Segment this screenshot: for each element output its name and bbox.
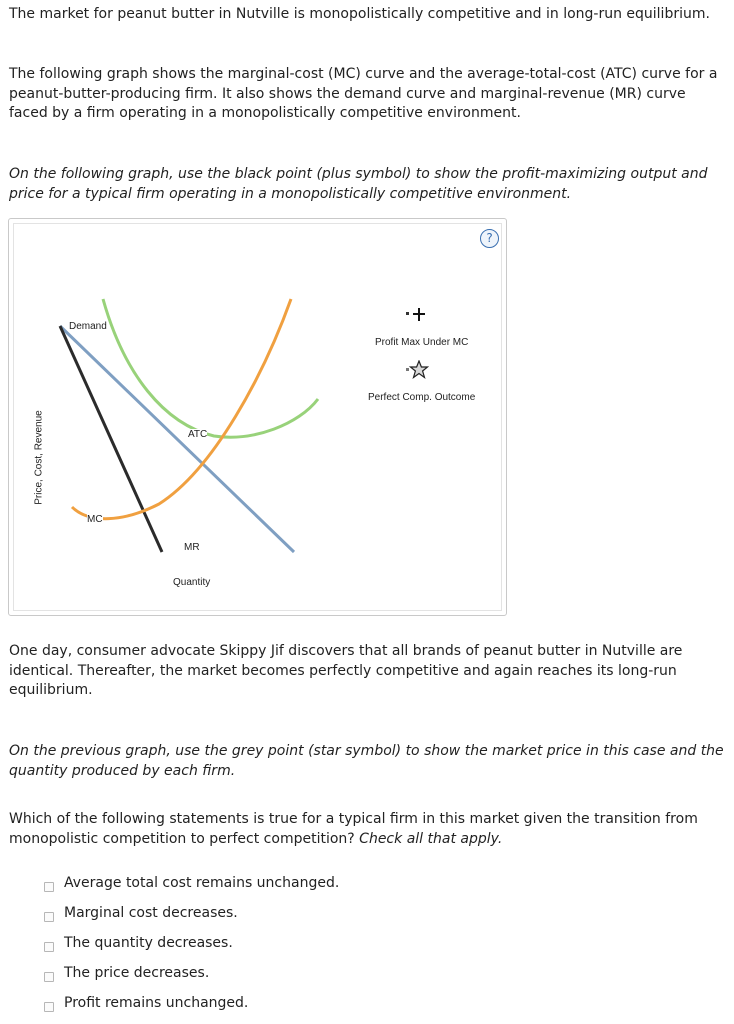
option-marginal-cost[interactable] [44, 898, 339, 928]
checkbox[interactable] [44, 942, 54, 952]
graph-area[interactable] [13, 223, 502, 611]
atc-label: ATC [188, 429, 208, 440]
option-label: The price decreases. [64, 965, 210, 981]
question-text: Which of the following statements is true for a typical firm in this market given the transition from monopolistic competition to perfect competition? [9, 811, 698, 847]
intro-paragraph-2: The following graph shows the marginal-cost (MC) curve and the average-total-cost (ATC) curve for a peanut-butter-producing firm. It also shows the demand curve and marginal-revenue (MR) curve faced by a firm operating in a monopolistically competitive environment. [9, 66, 718, 121]
checkbox[interactable] [44, 912, 54, 922]
option-label: Marginal cost decreases. [64, 905, 238, 921]
perfect-comp-star-tool[interactable] [405, 360, 429, 380]
mr-label: MR [184, 542, 200, 553]
option-label: The quantity decreases. [64, 935, 233, 951]
option-profit[interactable] [44, 988, 339, 1018]
instruction-paragraph: On the following graph, use the black point (plus symbol) to show the profit-maximizing output and price for a typical firm operating in a monopolistically competitive environment. [9, 166, 708, 202]
profit-max-tool-label: Profit Max Under MC [375, 337, 469, 348]
option-price[interactable] [44, 958, 339, 988]
profit-max-plus-tool[interactable] [405, 306, 429, 324]
graph-canvas[interactable] [14, 224, 501, 610]
perfect-comp-tool-label: Perfect Comp. Outcome [368, 392, 476, 403]
checkbox[interactable] [44, 1002, 54, 1012]
atc-curve [103, 299, 318, 437]
answer-options [44, 868, 339, 1018]
checkbox[interactable] [44, 882, 54, 892]
intro-paragraph-1: The market for peanut butter in Nutville is monopolistically competitive and in long-run equilibrium. [9, 6, 710, 22]
star-icon [405, 360, 429, 380]
x-axis-label: Quantity [173, 577, 211, 588]
plus-icon [405, 306, 429, 324]
option-label: Average total cost remains unchanged. [64, 875, 340, 891]
scenario-paragraph: One day, consumer advocate Skippy Jif discovers that all brands of peanut butter in Nutville are identical. Thereafter, the market becomes perfectly competitive and again reaches its long-run equilibrium. [9, 643, 683, 698]
option-average-total-cost[interactable] [44, 868, 339, 898]
y-axis-label: Price, Cost, Revenue [33, 410, 45, 505]
option-label: Profit remains unchanged. [64, 995, 249, 1011]
demand-label: Demand [69, 321, 107, 332]
question-hint: Check all that apply. [359, 830, 503, 847]
checkbox[interactable] [44, 972, 54, 982]
mc-label: MC [87, 514, 103, 525]
help-button[interactable]: ? [480, 229, 499, 248]
option-quantity[interactable] [44, 928, 339, 958]
question-paragraph [9, 810, 725, 849]
instruction-paragraph-2: On the previous graph, use the grey point (star symbol) to show the market price in this case and the quantity produced by each firm. [9, 743, 724, 779]
graph-panel [8, 218, 507, 616]
